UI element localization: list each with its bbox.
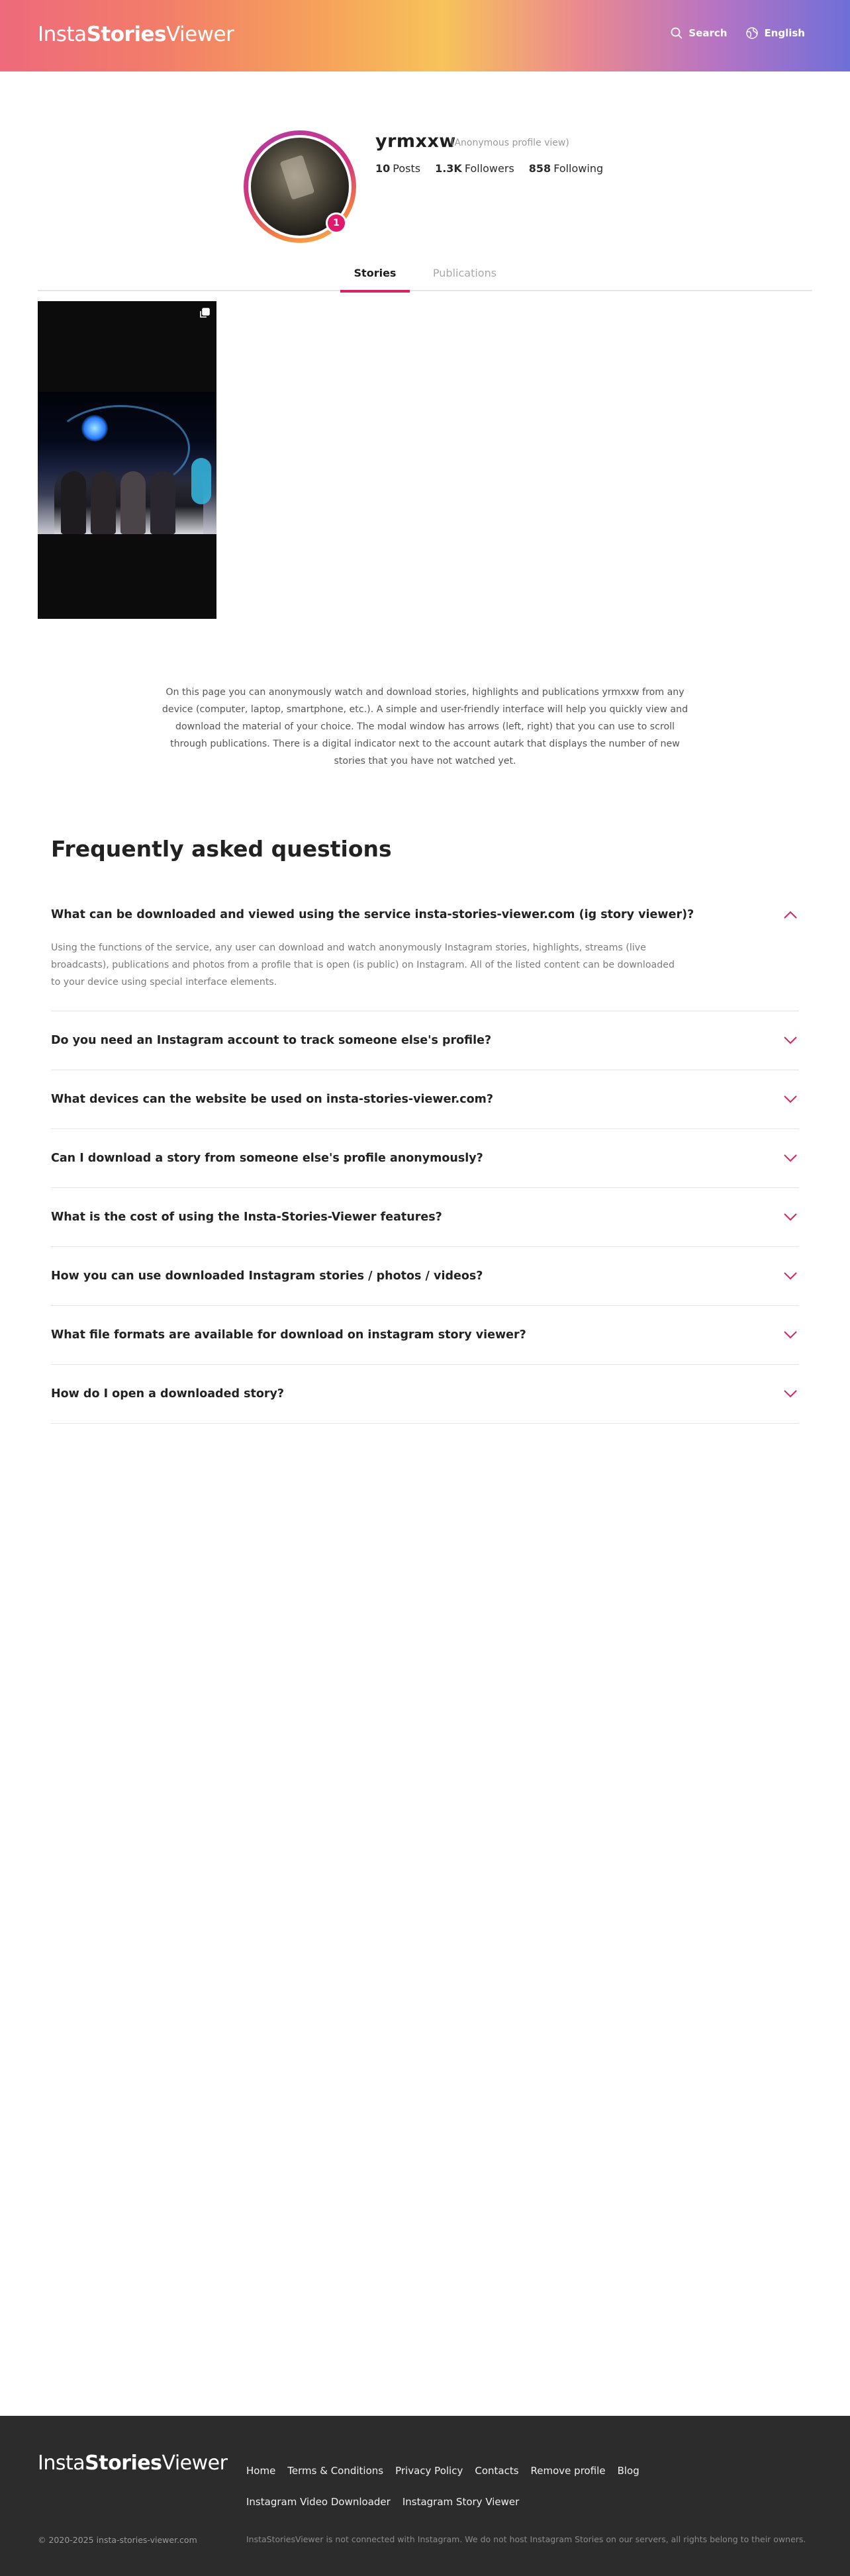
faq-item xyxy=(51,1070,799,1129)
profile-description: On this page you can anonymously watch and download stories, highlights and publications yrmxxw from any device (computer, laptop, smartphone, etc.). A simple and user-friendly interface will help you quickly view and download the material of your choice. The modal window has arrows (left, right) that you can use to scroll through publications. There is a digital indicator next to the account autark that displays the number of new stories that you have not watched yet. xyxy=(162,687,688,766)
thumbnail-group xyxy=(54,465,203,534)
new-stories-badge: 1 xyxy=(326,212,347,234)
faq-item xyxy=(51,1129,799,1188)
search-label: Search xyxy=(688,27,728,39)
footer-link-privacy[interactable]: Privacy Policy xyxy=(395,2465,463,2477)
language-label: English xyxy=(764,27,805,39)
faq-question-text: What is the cost of using the Insta-Stories-Viewer features? xyxy=(51,1211,442,1224)
followers-count: 1.3K xyxy=(435,162,462,175)
posts-label: Posts xyxy=(393,162,421,175)
chevron-down-icon xyxy=(783,1154,798,1163)
footer-link-blog[interactable]: Blog xyxy=(617,2465,639,2477)
thumbnail-light xyxy=(81,415,108,441)
followers-label: Followers xyxy=(464,162,514,175)
globe-icon xyxy=(745,26,759,40)
footer-logo[interactable] xyxy=(38,2452,227,2475)
faq-question[interactable] xyxy=(51,1011,799,1070)
chevron-down-icon xyxy=(783,1213,798,1222)
profile-avatar[interactable] xyxy=(244,130,356,243)
footer-disclaimer: InstaStoriesViewer is not connected with Instagram. We do not host Instagram Stories on our servers, all rights belong to their owners. xyxy=(246,2534,806,2544)
chevron-down-icon xyxy=(783,1271,798,1281)
faq-answer: Using the functions of the service, any user can download and watch anonymously Instagram stories, highlights, streams (live broadcasts), publications and photos from a profile that is open (is public) on Instagram. All of the listed content can be downloaded to your device using special interface elements. xyxy=(51,943,675,988)
logo-stories: Stories xyxy=(86,23,166,46)
tab-publications[interactable]: Publications xyxy=(432,267,497,279)
site-header xyxy=(0,0,850,71)
following-stat xyxy=(529,162,603,175)
faq-question[interactable] xyxy=(51,1306,799,1364)
faq-question-text: What devices can the website be used on insta-stories-viewer.com? xyxy=(51,1093,493,1106)
thumbnail-person xyxy=(91,471,116,534)
footer-logo-insta: Insta xyxy=(38,2452,85,2475)
logo-viewer: Viewer xyxy=(165,23,234,46)
thumbnail-person xyxy=(120,471,146,534)
footer-link-video-downloader[interactable]: Instagram Video Downloader xyxy=(246,2496,391,2508)
faq-question-text: Can I download a story from someone else's profile anonymously? xyxy=(51,1152,483,1165)
chevron-down-icon xyxy=(783,1095,798,1104)
faq-item xyxy=(51,1365,799,1424)
story-card[interactable] xyxy=(38,301,216,619)
faq-question[interactable] xyxy=(51,1365,799,1423)
profile-tabs xyxy=(38,263,812,291)
site-footer xyxy=(0,2416,850,2576)
anonymous-note: (Anonymous profile view) xyxy=(451,138,569,148)
footer-copyright: © 2020-2025 insta-stories-viewer.com xyxy=(38,2535,197,2545)
footer-logo-viewer: Viewer xyxy=(162,2452,228,2475)
faq-list xyxy=(51,887,799,1424)
thumbnail-person xyxy=(150,471,175,534)
faq-question-text: Do you need an Instagram account to track someone else's profile? xyxy=(51,1034,492,1047)
faq-item xyxy=(51,887,799,1011)
followers-stat xyxy=(435,162,514,175)
chevron-down-icon xyxy=(783,1389,798,1399)
faq-item xyxy=(51,1011,799,1070)
posts-stat xyxy=(375,162,420,175)
faq-question[interactable] xyxy=(51,1129,799,1187)
search-icon xyxy=(670,26,683,40)
footer-link-home[interactable]: Home xyxy=(246,2465,276,2477)
chevron-down-icon xyxy=(783,1036,798,1045)
faq-question-text: What file formats are available for download on instagram story viewer? xyxy=(51,1328,526,1342)
story-thumbnail xyxy=(38,392,216,534)
thumbnail-hair xyxy=(191,458,211,504)
faq-item xyxy=(51,1247,799,1306)
profile-stats xyxy=(375,162,603,175)
faq-question[interactable] xyxy=(51,887,799,943)
faq-item xyxy=(51,1188,799,1247)
footer-link-story-viewer[interactable]: Instagram Story Viewer xyxy=(402,2496,520,2508)
profile-username: yrmxxw xyxy=(375,131,456,152)
site-logo[interactable] xyxy=(38,23,234,46)
multiple-media-icon xyxy=(199,307,211,319)
tab-stories[interactable]: Stories xyxy=(340,263,410,293)
language-button[interactable] xyxy=(745,26,805,40)
posts-count: 10 xyxy=(375,162,391,175)
footer-logo-stories: Stories xyxy=(85,2452,162,2475)
footer-link-contacts[interactable]: Contacts xyxy=(475,2465,519,2477)
following-label: Following xyxy=(553,162,604,175)
faq-title: Frequently asked questions xyxy=(51,836,392,862)
faq-question[interactable] xyxy=(51,1070,799,1128)
faq-item xyxy=(51,1306,799,1365)
faq-question[interactable] xyxy=(51,1188,799,1246)
footer-links xyxy=(246,2465,643,2508)
faq-question-text: How you can use downloaded Instagram stories / photos / videos? xyxy=(51,1269,483,1283)
header-nav xyxy=(670,26,805,40)
footer-link-terms[interactable]: Terms & Conditions xyxy=(287,2465,384,2477)
search-button[interactable] xyxy=(670,26,727,40)
faq-question-text: How do I open a downloaded story? xyxy=(51,1387,285,1401)
chevron-down-icon xyxy=(783,1330,798,1340)
logo-insta: Insta xyxy=(38,23,87,46)
following-count: 858 xyxy=(528,162,551,175)
chevron-up-icon xyxy=(783,910,798,919)
faq-question-text: What can be downloaded and viewed using the service insta-stories-viewer.com (ig story viewer)? xyxy=(51,908,694,921)
faq-question[interactable] xyxy=(51,1247,799,1305)
footer-link-remove-profile[interactable]: Remove profile xyxy=(530,2465,606,2477)
thumbnail-person xyxy=(61,471,86,534)
